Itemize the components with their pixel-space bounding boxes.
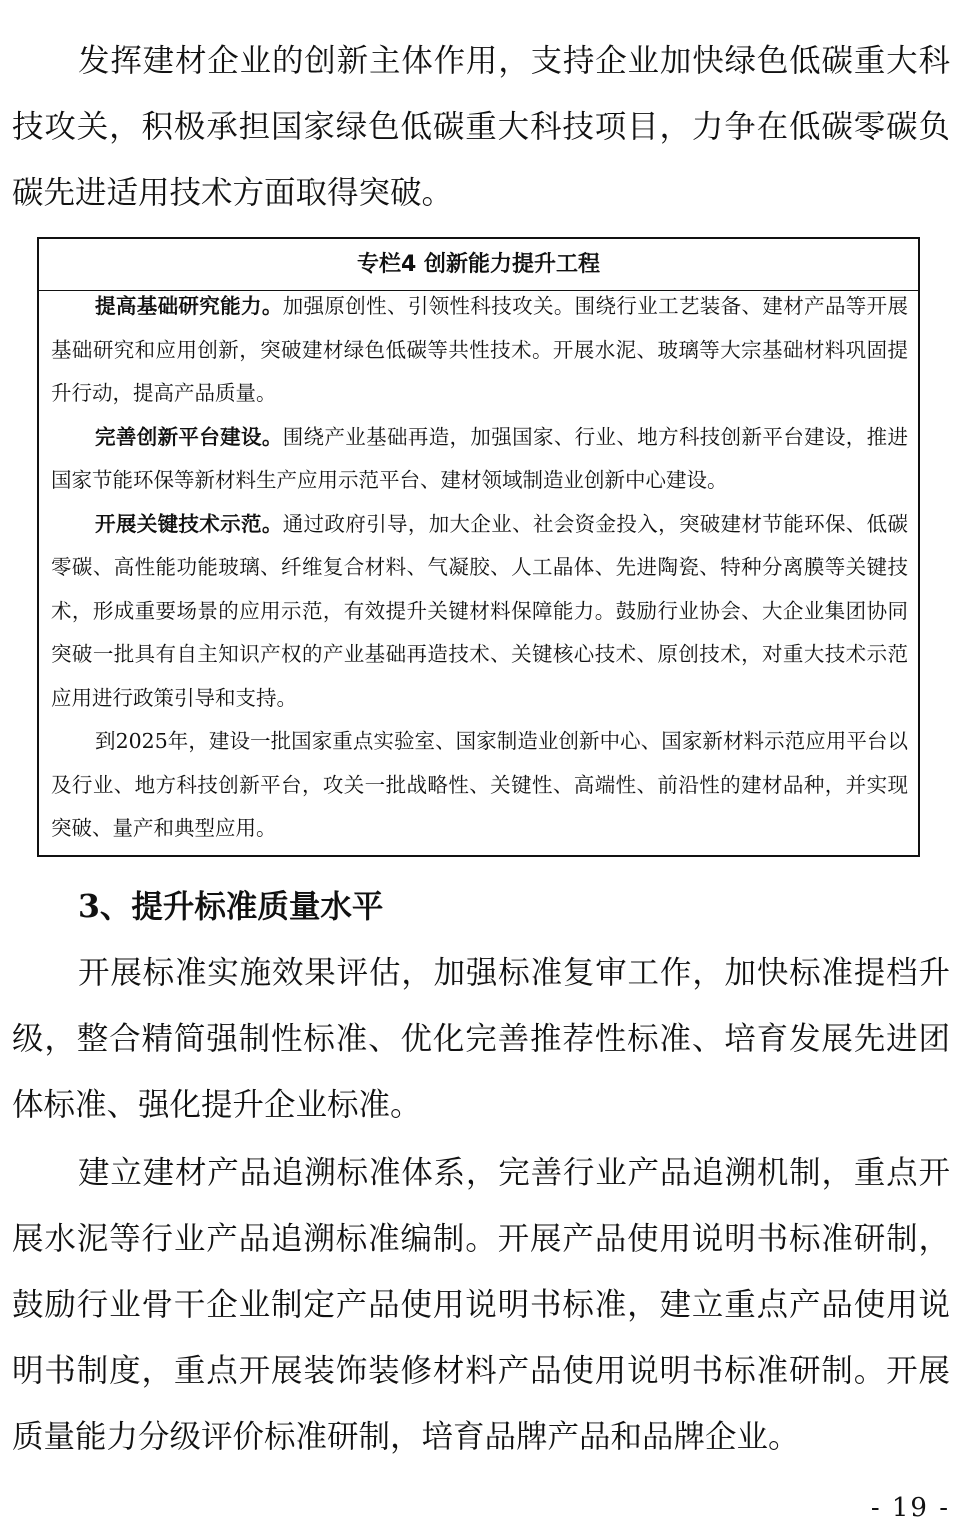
box-item-text: 通过政府引导，加大企业、社会资金投入，突破建材节能环保、低碳零碳、高性能功能玻璃、纤维复合材料、气凝胶、人工晶体、先进陶瓷、特种分离膜等关键技术，形成重要场景的应用示范，有效提升关键材料保障能力。鼓励行业协会、大企业集团协同突破一批具有自主知识产权的产业基础再造技术、关键核心技术、原创技术，对重大技术示范应用进行政策引导和支持。 [51, 511, 909, 710]
box-item-2025-target [51, 720, 908, 851]
box-item-text: 围绕产业基础再造，加强国家、行业、地方科技创新平台建设，推进国家节能环保等新材料生产应用示范平台、建材领域制造业创新中心建设。 [51, 424, 909, 492]
page-number: - 19 - [870, 1493, 950, 1523]
traceability-paragraph: 建立建材产品追溯标准体系，完善行业产品追溯机制，重点开展水泥等行业产品追溯标准编制。开展产品使用说明书标准研制，鼓励行业骨干企业制定产品使用说明书标准，建立重点产品使用说明书制度，重点开展装饰装修材料产品使用说明书标准研制。开展质量能力分级评价标准研制，培育品牌产品和品牌企业。 [12, 1155, 950, 1455]
standards-paragraph: 开展标准实施效果评估，加强标准复审工作，加快标准提档升级，整合精简强制性标准、优化完善推荐性标准、培育发展先进团体标准、强化提升企业标准。 [12, 955, 950, 1123]
box-item-lead: 完善创新平台建设。 [95, 424, 283, 449]
box-item-lead: 提高基础研究能力。 [95, 294, 283, 318]
box-item-lead: 开展关键技术示范。 [95, 511, 283, 536]
section-heading: 3、提升标准质量水平 [78, 888, 384, 925]
box-item-innovation-platform [51, 416, 908, 503]
box-item-text: 加强原创性、引领性科技攻关。围绕行业工艺装备、建材产品等开展基础研究和应用创新，突破建材绿色低碳等共性技术。开展水泥、玻璃等大宗基础材料巩固提升行动，提高产品质量。 [51, 294, 909, 405]
column-box [37, 237, 920, 857]
column-box-body [39, 285, 918, 851]
intro-paragraph: 发挥建材企业的创新主体作用，支持企业加快绿色低碳重大科技攻关，积极承担国家绿色低碳重大科技项目，力争在低碳零碳负碳先进适用技术方面取得突破。 [12, 43, 950, 211]
box-item-basic-research [51, 285, 908, 416]
box-item-text: 到2025年，建设一批国家重点实验室、国家制造业创新中心、国家新材料示范应用平台以及行业、地方科技创新平台，攻关一批战略性、关键性、高端性、前沿性的建材品种，并实现突破、量产和典型应用。 [51, 729, 908, 840]
box-item-key-technology [51, 503, 908, 721]
column-box-title: 专栏4 创新能力提升工程 [39, 239, 918, 291]
